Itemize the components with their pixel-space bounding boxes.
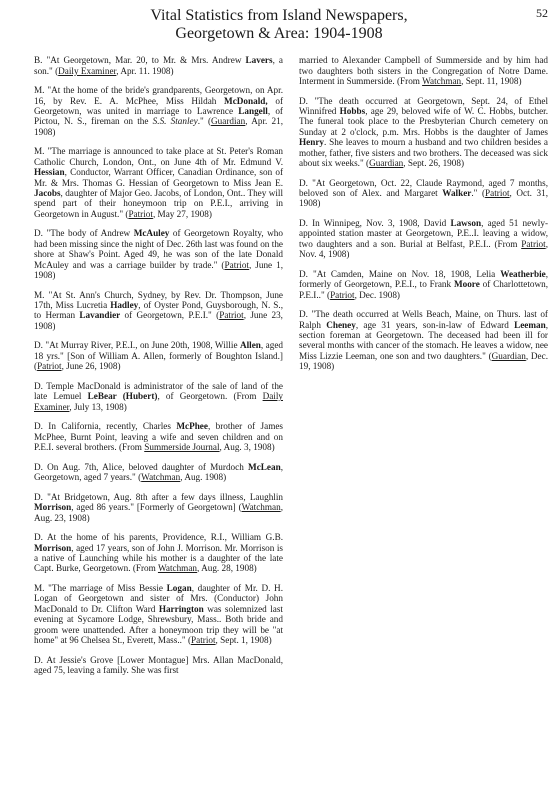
newspaper-source: Patriot: [128, 208, 153, 219]
entry-text: , June 1, 1908): [34, 259, 284, 281]
vital-record-entry: [34, 532, 283, 574]
entry-text: , Georgetown, aged 7 years." (: [34, 461, 283, 483]
entry-text: D. "The death occurred at Georgetown, Sept. 24, of Ethel Winnifred: [299, 95, 548, 116]
entry-text: , June 23, 1908): [34, 310, 283, 331]
entry-text: , Aug. 23, 1908): [34, 502, 283, 523]
entry-text: D. At Jessie's Grove [Lower Montague] Mrs. Allan MacDonald, aged 75, leaving a family. She was first: [34, 654, 283, 675]
surname: Lawson: [450, 218, 482, 229]
newspaper-source: Watchman: [241, 502, 281, 513]
newspaper-source: Watchman: [422, 76, 462, 86]
entry-text: , of Pictou, N. S., fireman on the: [34, 106, 283, 127]
surname: Lavandier: [79, 310, 121, 321]
surname: Walker: [442, 188, 472, 199]
entry-text: , daughter of Mr. D. H. Logan of Georgetown and sister of Mrs. (Conductor) John MacDonald to Dr. Clifton Ward: [34, 582, 283, 614]
vital-record-entry: [299, 178, 548, 209]
surname: Leeman: [514, 319, 546, 330]
vital-record-entry: [34, 421, 283, 452]
entry-text: , May 27, 1908): [152, 208, 212, 219]
entry-text: D. "The body of Andrew: [34, 228, 134, 239]
entry-text: , brother of James McPhee, Burnt Point, leaving a wife and seven children and on P.E.I. several brothers. (From: [34, 421, 284, 453]
entry-text: D. In California, recently, Charles: [34, 421, 177, 432]
surname: McLean: [248, 461, 281, 472]
surname: McAuley: [133, 228, 170, 239]
newspaper-source: Guardian: [491, 350, 526, 361]
surname: Morrison: [34, 542, 72, 553]
vital-record-entry: [299, 218, 548, 260]
entry-text: , age 31 years, son-in-law of Edward: [355, 319, 515, 330]
entry-text: , Oct. 31, 1908): [299, 188, 549, 209]
entry-text: , aged 18 yrs." [Son of William A. Allen, formerly of Boughton Island.] (: [34, 340, 284, 372]
entry-text: D. At the home of his parents, Providence, R.I., William G.B.: [34, 532, 283, 543]
entry-text: , a son." (: [34, 55, 283, 76]
surname: Moore: [453, 279, 480, 290]
entry-text: , Sept. 1, 1908): [215, 634, 272, 645]
surname: McDonald,: [224, 95, 268, 106]
entry-text: , of Georgetown. (From: [157, 391, 263, 402]
newspaper-source: Watchman: [157, 563, 197, 574]
entry-text: D. In Winnipeg, Nov. 3, 1908, David: [299, 218, 451, 229]
vital-record-entry: [34, 146, 283, 219]
vital-record-entry: [34, 492, 283, 523]
surname: Hobbs: [339, 106, 366, 116]
entry-text: D. "At Georgetown, Oct. 22, Claude Raymond, aged 7 months, beloved son of Alex. and Margaret: [299, 177, 548, 199]
newspaper-source: Patriot: [224, 259, 249, 270]
surname: Hadley: [110, 300, 139, 311]
vital-record-entry: [34, 55, 283, 76]
page-title: [0, 7, 558, 43]
newspaper-source: Guardian: [211, 116, 246, 127]
page-number: 52: [536, 6, 548, 20]
surname: Weatherbie: [500, 268, 546, 279]
entry-text: ." (: [197, 116, 212, 127]
entry-text: was solemnized last evening at Sycamore Lodge, Shrewsbury, Mass.. Both bride and groom were unattended. After a honeymoon trip they will be "at home" at 96 Chelsea St., Everett, Mass.." (: [34, 603, 283, 645]
newspaper-source: Patriot: [521, 238, 546, 249]
surname: Hessian: [34, 167, 65, 178]
vital-record-entry: [34, 85, 283, 137]
entry-text: , daughter of Major Geo. Jacobs, of London, Ont.. They will spend part of their honeymoon trip on P.E.I., arriving in Georgetown in August." (: [34, 188, 283, 219]
entry-text: , June 26, 1908): [61, 361, 121, 372]
surname: Henry: [299, 137, 325, 148]
entry-text: married to Alexander Campbell of Summerside and by him had two daughters both sisters in the Congregation of Notre Dame. Interment in Summerside. (From: [299, 55, 548, 86]
entry-text: , aged 17 years, son of John J. Morrison. Mr. Morrison is a native of Launching while his mother is a daughter of the late Capt. Burke, Georgetown. (From: [34, 542, 283, 574]
entry-text: M. "At the home of the bride's grandparents, Georgetown, on Apr. 16, by Rev. E. A. McPhee, Miss Hildah: [34, 85, 283, 106]
surname: Jacobs: [34, 188, 61, 199]
newspaper-source: Patriot: [191, 634, 216, 645]
surname: Langell: [238, 106, 268, 116]
vital-record-entry: [34, 290, 283, 332]
title-line-1: Vital Statistics from Island Newspapers,: [150, 7, 408, 24]
surname: Harrington: [158, 603, 204, 614]
surname: Morrison: [34, 502, 72, 513]
entry-text: , Sept. 11, 1908): [461, 76, 522, 86]
vital-record-entry: [299, 309, 548, 371]
entry-text: D. "At Bridgetown, Aug. 8th after a few days illness, Laughlin: [34, 491, 283, 502]
entry-text: M. "At St. Ann's Church, Sydney, by Rev. Dr. Thompson, June 17th, Miss Lucretia: [34, 289, 283, 311]
newspaper-source: Daily Examiner: [34, 391, 283, 412]
entry-text: , section foreman at Georgetown. The deceased had been ill for several months with cancer of the stomach. He leaves a widow, nee Miss Lizzie Leeman, one son and two daughters." (: [299, 319, 549, 361]
vital-record-entry: [34, 655, 283, 676]
title-line-2: Georgetown & Area: 1904-1908: [175, 25, 383, 42]
entry-text: , Apr. 21, 1908): [34, 116, 284, 137]
entry-text: , Aug. 3, 1908): [219, 442, 275, 453]
newspaper-source: Patriot: [485, 188, 510, 199]
entry-text: D. Temple MacDonald is administrator of the sale of land of the late Lemuel: [34, 380, 283, 402]
entry-text: ." (: [471, 188, 486, 199]
left-column: [34, 46, 283, 680]
entry-text: M. "The marriage of Miss Bessie: [34, 582, 167, 593]
vital-record-entry: [34, 583, 283, 645]
newspaper-source: Summerside Journal: [144, 442, 220, 453]
newspaper-source: Patriot: [219, 310, 244, 321]
entry-text: D. "At Murray River, P.E.I., on June 20th, 1908, Willie: [34, 340, 240, 351]
entry-text: , Dec. 19, 1908): [299, 350, 549, 372]
entry-text: . She leaves to mourn a husband and two children besides a mother, father, five sisters and two brothers. The deceased was sick about six weeks." (: [299, 137, 548, 169]
entry-text: , Dec. 1908): [354, 289, 400, 300]
entry-text: D. "At Camden, Maine on Nov. 18, 1908, Lelia: [299, 268, 501, 279]
vital-record-entry: [34, 340, 283, 371]
entry-text: , Aug. 28, 1908): [197, 563, 257, 574]
entry-text: , aged 51 newly-appointed station master at Georgetown, P.E..I. leaving a widow, two daughters and a son. Burial at Belfast, P.E.I.. (From: [299, 218, 549, 249]
vital-record-entry: [299, 96, 548, 169]
newspaper-source: Guardian: [369, 158, 404, 169]
entry-text: , Apr. 11. 1908): [116, 65, 174, 76]
newspaper-source: Patriot: [330, 289, 355, 300]
surname: LeBear (Hubert): [87, 391, 158, 402]
vital-record-entry: [34, 381, 283, 412]
entry-text: of Georgetown, P.E.I." (: [120, 310, 220, 321]
entry-text: , age 29, beloved wife of W. C. Hobbs, butcher. The funeral took place to the Presbyterian Church cemetery on Sunday at 2 o'clock, p.m. Mrs. Hobbs is the daughter of James: [299, 106, 548, 137]
entry-text: , of Oyster Pond, Guysborough, N. S., to Herman: [34, 300, 283, 321]
right-column: [299, 46, 548, 680]
surname: Logan: [166, 582, 192, 593]
surname: McPhee: [176, 421, 208, 432]
entry-text: , formerly of Georgetown, P.E.I., to Frank: [299, 268, 548, 290]
entry-text: of Charlottetown, P.E.I.." (: [299, 279, 548, 300]
vital-record-entry: [299, 55, 548, 86]
newspaper-source: Watchman: [141, 472, 181, 483]
vital-record-entry: [299, 269, 548, 300]
vital-record-entry: [34, 462, 283, 483]
entry-text: of Georgetown, was united in marriage to Lawrence: [34, 95, 283, 116]
entry-text: M. "The marriage is announced to take place at St. Peter's Roman Catholic Church, London, Ont., on June 4th of Mr. Edmund V.: [34, 146, 283, 167]
entry-text: D. On Aug. 7th, Alice, beloved daughter of Murdoch: [34, 461, 249, 472]
newspaper-source: Daily Examiner: [58, 65, 117, 76]
surname: Allen: [239, 340, 261, 351]
entry-text: , aged 86 years." [Formerly of Georgetown] (: [71, 502, 242, 513]
surname: Lavers: [245, 55, 273, 66]
article-columns: [34, 46, 548, 680]
entry-text: , Nov. 4, 1908): [299, 238, 548, 260]
entry-text: of Georgetown Royalty, who had been missing since the night of Dec. 26th last was found on the shore at Shaw's Point. Aged 49, he was son of the late Donald McAuley and was a carriage builder by trade." (: [34, 228, 283, 270]
entry-text: D. "The death occurred at Wells Beach, Maine, on Thurs. last of Ralph: [299, 309, 548, 330]
entry-text: , Aug. 1908): [180, 472, 227, 483]
newspaper-source: Patriot: [37, 361, 62, 372]
entry-text: , Sept. 26, 1908): [403, 158, 465, 169]
entry-text: B. "At Georgetown, Mar. 20, to Mr. & Mrs. Andrew: [34, 55, 246, 66]
vital-record-entry: [34, 228, 283, 280]
surname: Cheney: [326, 319, 356, 330]
entry-text: , July 13, 1908): [69, 401, 127, 412]
entry-text: , Conductor, Warrant Officer, Canadian Ordinance, son of Mr. & Mrs. Thomas G. Hessian of Georgetown to Miss Jean E.: [34, 167, 283, 188]
entry-text: S.S. Stanley: [152, 116, 198, 127]
